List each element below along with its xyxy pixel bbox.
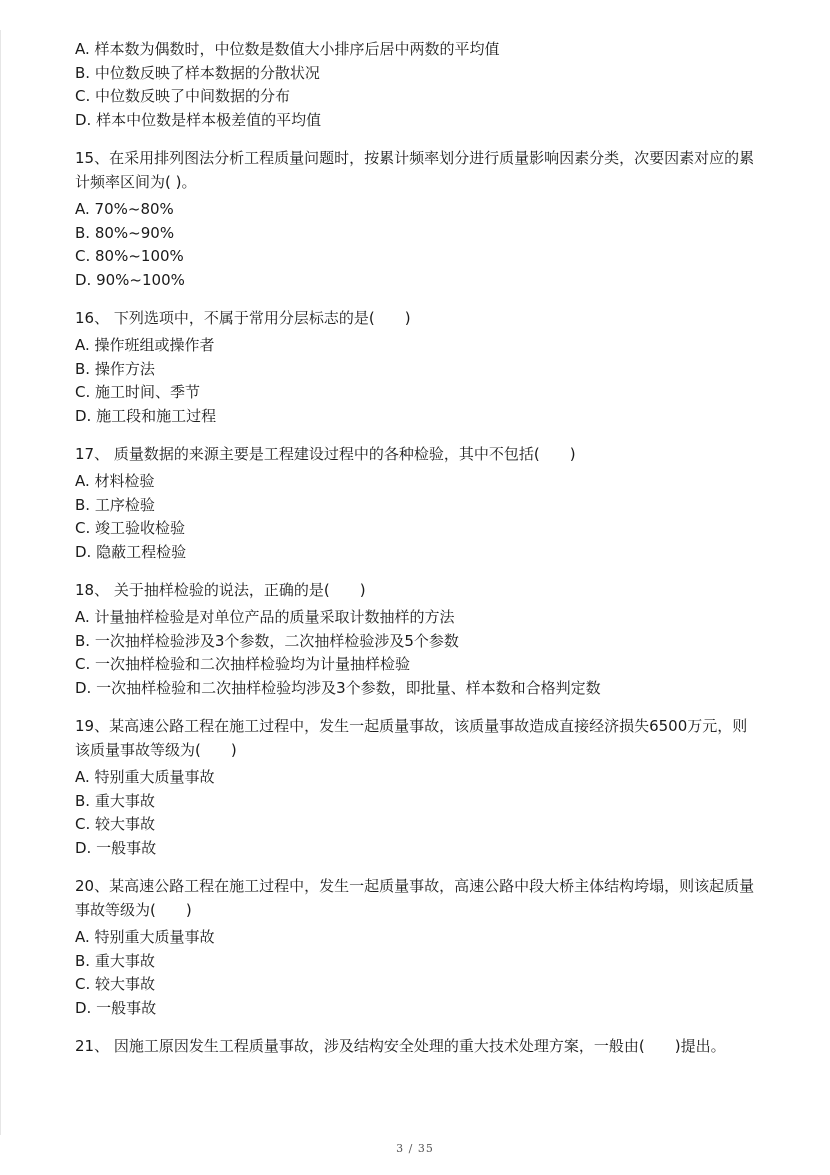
option-c: C. 中位数反映了中间数据的分布 <box>75 87 291 105</box>
document-body <box>75 38 755 1072</box>
option-list <box>75 926 755 1020</box>
option-d: D. 一般事故 <box>75 838 157 857</box>
option-d: D. 样本中位数是样本极差值的平均值 <box>75 110 322 129</box>
option-list <box>75 198 755 292</box>
option-a: A. 特别重大质量事故 <box>75 928 215 946</box>
question-stem: 21、 因施工原因发生工程质量事故，涉及结构安全处理的重大技术处理方案，一般由( )提出。 <box>75 1037 726 1055</box>
option-b: B. 重大事故 <box>75 951 155 970</box>
question-18 <box>75 578 755 700</box>
option-b: B. 一次抽样检验涉及3个参数，二次抽样检验涉及5个参数 <box>75 631 459 650</box>
option-d: D. 一次抽样检验和二次抽样检验均涉及3个参数，即批量、样本数和合格判定数 <box>75 678 601 697</box>
option-d: D. 90%~100% <box>75 270 185 289</box>
option-c: C. 80%~100% <box>75 247 184 265</box>
option-d: D. 一般事故 <box>75 998 157 1017</box>
question-16 <box>75 306 755 428</box>
option-b: B. 80%~90% <box>75 223 175 242</box>
question-20 <box>75 874 755 1020</box>
option-b: B. 工序检验 <box>75 495 155 514</box>
option-c: C. 施工时间、季节 <box>75 383 201 401</box>
option-c: C. 一次抽样检验和二次抽样检验均为计量抽样检验 <box>75 655 411 673</box>
option-a: A. 特别重大质量事故 <box>75 768 215 786</box>
option-a: A. 70%~80% <box>75 200 174 218</box>
option-d: D. 施工段和施工过程 <box>75 406 217 425</box>
option-a: A. 材料检验 <box>75 472 155 490</box>
question-stem: 20、某高速公路工程在施工过程中，发生一起质量事故，高速公路中段大桥主体结构垮塌，则该起质量事故等级为( ) <box>75 877 755 919</box>
option-list <box>75 606 755 700</box>
option-a: A. 样本数为偶数时，中位数是数值大小排序后居中两数的平均值 <box>75 40 500 58</box>
question-14 <box>75 38 755 132</box>
option-list <box>75 470 755 564</box>
option-list <box>75 766 755 860</box>
page-number: 3 / 35 <box>396 1142 434 1155</box>
question-21 <box>75 1034 755 1058</box>
option-list <box>75 334 755 428</box>
question-17 <box>75 442 755 564</box>
option-d: D. 隐蔽工程检验 <box>75 542 187 561</box>
option-b: B. 中位数反映了样本数据的分散状况 <box>75 63 320 82</box>
question-stem: 18、 关于抽样检验的说法，正确的是( ) <box>75 581 366 599</box>
option-a: A. 操作班组或操作者 <box>75 336 215 354</box>
option-b: B. 重大事故 <box>75 791 155 810</box>
question-stem: 19、某高速公路工程在施工过程中，发生一起质量事故，该质量事故造成直接经济损失6500万元，则该质量事故等级为( ) <box>75 717 748 759</box>
option-a: A. 计量抽样检验是对单位产品的质量采取计数抽样的方法 <box>75 608 455 626</box>
question-15 <box>75 146 755 292</box>
option-b: B. 操作方法 <box>75 359 155 378</box>
page-border <box>0 30 1 1135</box>
option-c: C. 竣工验收检验 <box>75 519 186 537</box>
option-list <box>75 38 755 132</box>
question-19 <box>75 714 755 860</box>
question-stem: 17、 质量数据的来源主要是工程建设过程中的各种检验，其中不包括( ) <box>75 445 576 463</box>
option-c: C. 较大事故 <box>75 975 156 993</box>
question-stem: 15、在采用排列图法分析工程质量问题时，按累计频率划分进行质量影响因素分类，次要因素对应的累计频率区间为( )。 <box>75 149 755 191</box>
option-c: C. 较大事故 <box>75 815 156 833</box>
question-stem: 16、 下列选项中，不属于常用分层标志的是( ) <box>75 309 411 327</box>
